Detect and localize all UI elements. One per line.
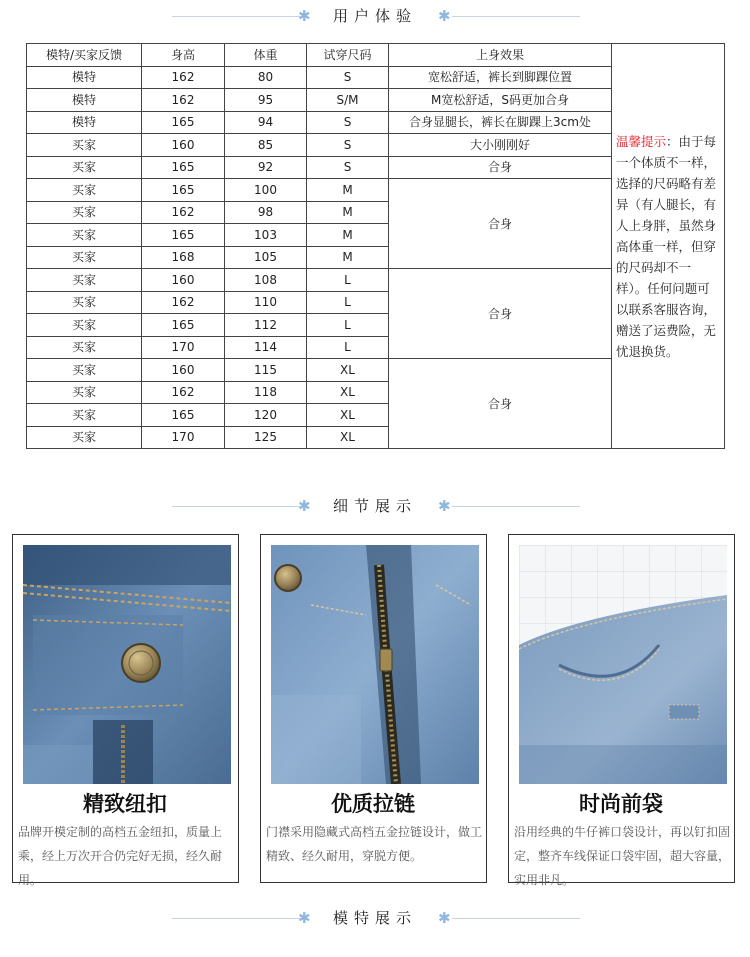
table-cell: 160 <box>142 134 225 157</box>
divider-line <box>452 506 580 507</box>
section-title-experience <box>0 2 750 32</box>
detail-card-zipper <box>260 534 487 883</box>
table-cell: 110 <box>225 291 307 314</box>
section-title-detail <box>0 492 750 522</box>
table-cell: 162 <box>142 66 225 89</box>
table-cell: 买家 <box>27 179 142 202</box>
table-cell: 115 <box>225 359 307 382</box>
table-cell: 买家 <box>27 359 142 382</box>
table-cell: M <box>307 224 389 247</box>
table-cell: 114 <box>225 336 307 359</box>
table-cell: 模特 <box>27 111 142 134</box>
table-cell: 170 <box>142 336 225 359</box>
star-icon: ✱ <box>298 7 311 25</box>
star-icon: ✱ <box>298 909 311 927</box>
table-cell: L <box>307 314 389 337</box>
size-feedback-table <box>26 43 725 449</box>
model-title: 模特展示 <box>332 909 417 927</box>
table-header-cell: 模特/买家反馈 <box>27 44 142 67</box>
table-cell-group-effect: 合身 <box>389 269 612 359</box>
denim-button-image <box>23 545 231 784</box>
table-cell: 112 <box>225 314 307 337</box>
table-cell: 100 <box>225 179 307 202</box>
table-cell: 买家 <box>27 246 142 269</box>
table-cell: S <box>307 111 389 134</box>
table-cell: L <box>307 291 389 314</box>
table-cell: 买家 <box>27 291 142 314</box>
table-cell: S <box>307 156 389 179</box>
table-cell: 170 <box>142 426 225 449</box>
table-cell: 85 <box>225 134 307 157</box>
table-cell: 98 <box>225 201 307 224</box>
table-cell: 买家 <box>27 404 142 427</box>
table-cell: 模特 <box>27 66 142 89</box>
table-cell: L <box>307 269 389 292</box>
tip-label: 温馨提示 <box>616 133 667 149</box>
detail-title: 细节展示 <box>332 497 417 515</box>
table-cell: 买家 <box>27 381 142 404</box>
table-cell: 宽松舒适，裤长到脚踝位置 <box>389 66 612 89</box>
table-cell: 模特 <box>27 89 142 112</box>
divider-line <box>172 918 300 919</box>
table-cell: 买家 <box>27 224 142 247</box>
table-cell: 92 <box>225 156 307 179</box>
table-cell: 125 <box>225 426 307 449</box>
table-cell: M <box>307 246 389 269</box>
table-cell: 162 <box>142 201 225 224</box>
table-cell: 80 <box>225 66 307 89</box>
detail-desc-pocket: 沿用经典的牛仔裤口袋设计，再以钉扣固定，整齐车线保证口袋牢固，超大容量，实用非凡。 <box>514 825 731 887</box>
table-cell-group-effect: 合身 <box>389 359 612 449</box>
table-header-cell: 试穿尺码 <box>307 44 389 67</box>
table-cell: 165 <box>142 404 225 427</box>
divider-line <box>172 506 300 507</box>
table-cell: XL <box>307 426 389 449</box>
star-icon: ✱ <box>438 497 451 515</box>
detail-title-zipper: 优质拉链 <box>331 792 415 816</box>
table-cell: 165 <box>142 111 225 134</box>
table-cell: 买家 <box>27 336 142 359</box>
table-cell: 买家 <box>27 134 142 157</box>
table-cell: 165 <box>142 314 225 337</box>
table-cell: 合身显腿长，裤长在脚踝上3cm处 <box>389 111 612 134</box>
detail-card-pocket <box>508 534 735 887</box>
table-cell: 105 <box>225 246 307 269</box>
table-cell: M <box>307 201 389 224</box>
table-cell: S <box>307 66 389 89</box>
table-cell: 165 <box>142 224 225 247</box>
table-cell: M宽松舒适，S码更加合身 <box>389 89 612 112</box>
detail-title-pocket: 时尚前袋 <box>579 792 663 816</box>
star-icon: ✱ <box>438 909 451 927</box>
denim-pocket-image <box>519 545 727 784</box>
table-cell: 160 <box>142 359 225 382</box>
table-cell: 118 <box>225 381 307 404</box>
table-cell: 165 <box>142 156 225 179</box>
divider-line <box>172 16 300 17</box>
table-cell: 165 <box>142 179 225 202</box>
table-header-cell: 上身效果 <box>389 44 612 67</box>
denim-zipper-image <box>271 545 479 784</box>
table-cell: 买家 <box>27 426 142 449</box>
detail-title-button: 精致纽扣 <box>83 792 167 816</box>
table-cell: L <box>307 336 389 359</box>
divider-line <box>452 16 580 17</box>
table-cell: M <box>307 179 389 202</box>
button-photo <box>23 545 231 784</box>
table-cell-group-effect: 合身 <box>389 179 612 269</box>
section-title-model <box>0 904 750 934</box>
table-cell: 120 <box>225 404 307 427</box>
table-cell: 买家 <box>27 269 142 292</box>
table-cell: 162 <box>142 291 225 314</box>
table-cell: 94 <box>225 111 307 134</box>
table-cell: 162 <box>142 381 225 404</box>
table-cell: 买家 <box>27 156 142 179</box>
pocket-photo <box>519 545 727 784</box>
star-icon: ✱ <box>438 7 451 25</box>
table-cell: 买家 <box>27 201 142 224</box>
star-icon: ✱ <box>298 497 311 515</box>
table-header-cell: 身高 <box>142 44 225 67</box>
table-header-row <box>27 44 725 67</box>
table-cell: XL <box>307 381 389 404</box>
detail-desc-zipper: 门襟采用隐藏式高档五金拉链设计，做工精致、经久耐用，穿脱方便。 <box>266 825 483 863</box>
detail-card-button <box>12 534 239 887</box>
tip-text: ：由于每一个体质不一样，选择的尺码略有差异（有人腿长，有人上身胖，虽然身高体重一样，但穿的尺码却不一样）。任何问题可以联系客服咨询，赠送了运费险，无忧退换货。 <box>616 133 717 359</box>
table-cell: 162 <box>142 89 225 112</box>
table-header-cell: 体重 <box>225 44 307 67</box>
table-cell: 103 <box>225 224 307 247</box>
table-cell: 95 <box>225 89 307 112</box>
table-cell: 合身 <box>389 156 612 179</box>
detail-desc-button: 品牌开模定制的高档五金纽扣，质量上乘，经上万次开合仍完好无损，经久耐用。 <box>18 825 223 887</box>
table-cell: XL <box>307 404 389 427</box>
table-cell: 108 <box>225 269 307 292</box>
table-cell: 160 <box>142 269 225 292</box>
experience-title: 用户体验 <box>332 7 417 25</box>
size-tip <box>612 44 725 449</box>
table-cell: 168 <box>142 246 225 269</box>
table-cell: 大小刚刚好 <box>389 134 612 157</box>
zipper-photo <box>271 545 479 784</box>
divider-line <box>452 918 580 919</box>
table-cell: 买家 <box>27 314 142 337</box>
table-cell: S <box>307 134 389 157</box>
table-cell: XL <box>307 359 389 382</box>
table-cell: S/M <box>307 89 389 112</box>
